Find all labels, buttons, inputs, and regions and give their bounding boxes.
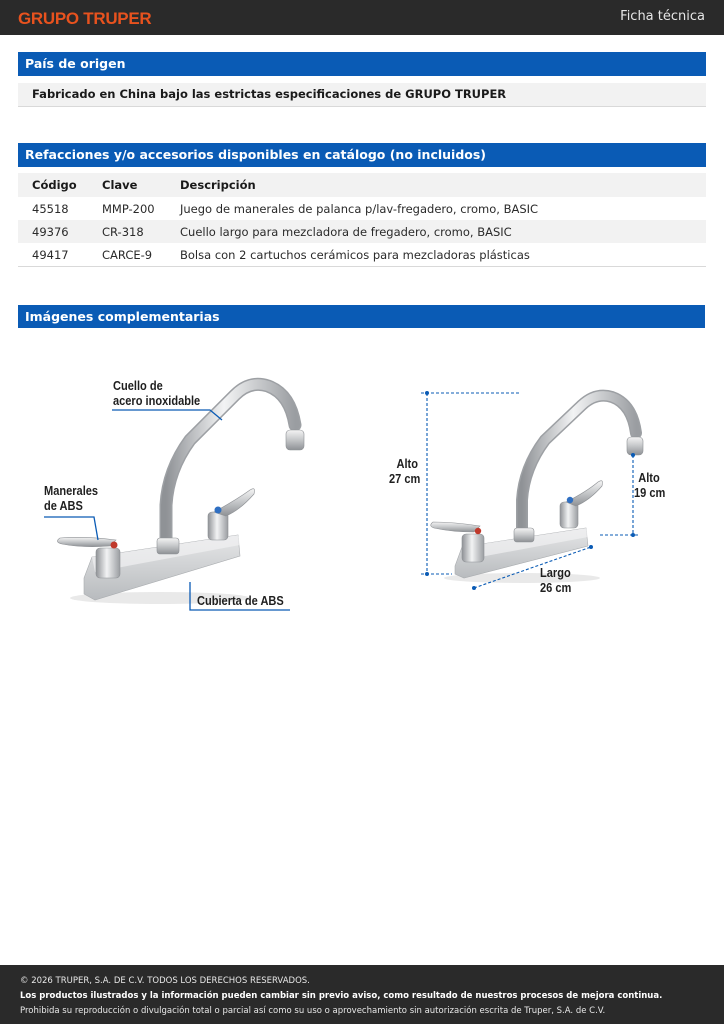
callout-deck: Cubierta de ABS <box>197 593 284 608</box>
callout-handles <box>44 483 98 513</box>
cell-clave: CARCE-9 <box>102 243 180 267</box>
faucet-right-illustration <box>431 396 643 583</box>
callout-neck <box>113 378 200 408</box>
footer-notice: Los productos ilustrados y la información pueden cambiar sin previo aviso, como resultado de nuestros procesos de mejora continua. <box>20 991 663 1001</box>
dimension-total-height-label: Alto <box>396 456 418 471</box>
dimension-spout-height <box>634 470 665 500</box>
section-header-images: Imágenes complementarias <box>18 305 705 328</box>
grupo-truper-logo: GRUPO TRUPER <box>18 9 152 28</box>
section-header-origin: País de origen <box>18 52 706 76</box>
dimension-spout-height-value: 19 cm <box>634 485 666 500</box>
callout-handles-line2: de ABS <box>44 498 83 513</box>
column-header-clave: Clave <box>102 173 180 197</box>
dimension-total-height <box>389 456 420 486</box>
callout-neck-line1: Cuello de <box>113 378 163 393</box>
origin-text: Fabricado en China bajo las estrictas especificaciones de GRUPO TRUPER <box>18 83 706 107</box>
cell-codigo: 49376 <box>18 220 102 243</box>
cell-clave: CR-318 <box>102 220 180 243</box>
cell-descripcion: Juego de manerales de palanca p/lav-fregadero, cromo, BASIC <box>180 201 539 216</box>
callout-neck-line2: acero inoxidable <box>113 393 201 408</box>
cell-clave: MMP-200 <box>102 201 155 216</box>
dimension-length <box>540 565 571 595</box>
cell-codigo: 45518 <box>32 201 69 216</box>
footer-restriction: Prohibida su reproducción o divulgación total o parcial así como su uso o aprovechamiento sin autorización escrita de Truper, S.A. de C.V. <box>20 1006 606 1016</box>
callout-handles-line1: Manerales <box>44 483 99 498</box>
dimension-length-label: Largo <box>540 565 571 580</box>
cell-descripcion: Cuello largo para mezcladora de fregadero, cromo, BASIC <box>180 220 706 243</box>
cell-codigo: 49417 <box>18 243 102 267</box>
column-header-descripcion: Descripción <box>180 173 706 197</box>
section-header-parts: Refacciones y/o accesorios disponibles en catálogo (no incluidos) <box>18 143 706 167</box>
dimension-total-height-value: 27 cm <box>389 471 421 486</box>
footer <box>0 965 724 1024</box>
dimension-spout-height-label: Alto <box>638 470 660 485</box>
dimension-length-value: 26 cm <box>540 580 572 595</box>
column-header-codigo: Código <box>18 173 102 197</box>
cell-descripcion: Bolsa con 2 cartuchos cerámicos para mezcladoras plásticas <box>180 243 706 267</box>
footer-copyright: © 2026 TRUPER, S.A. DE C.V. TODOS LOS DERECHOS RESERVADOS. <box>20 976 310 986</box>
document-type: Ficha técnica <box>620 9 705 24</box>
